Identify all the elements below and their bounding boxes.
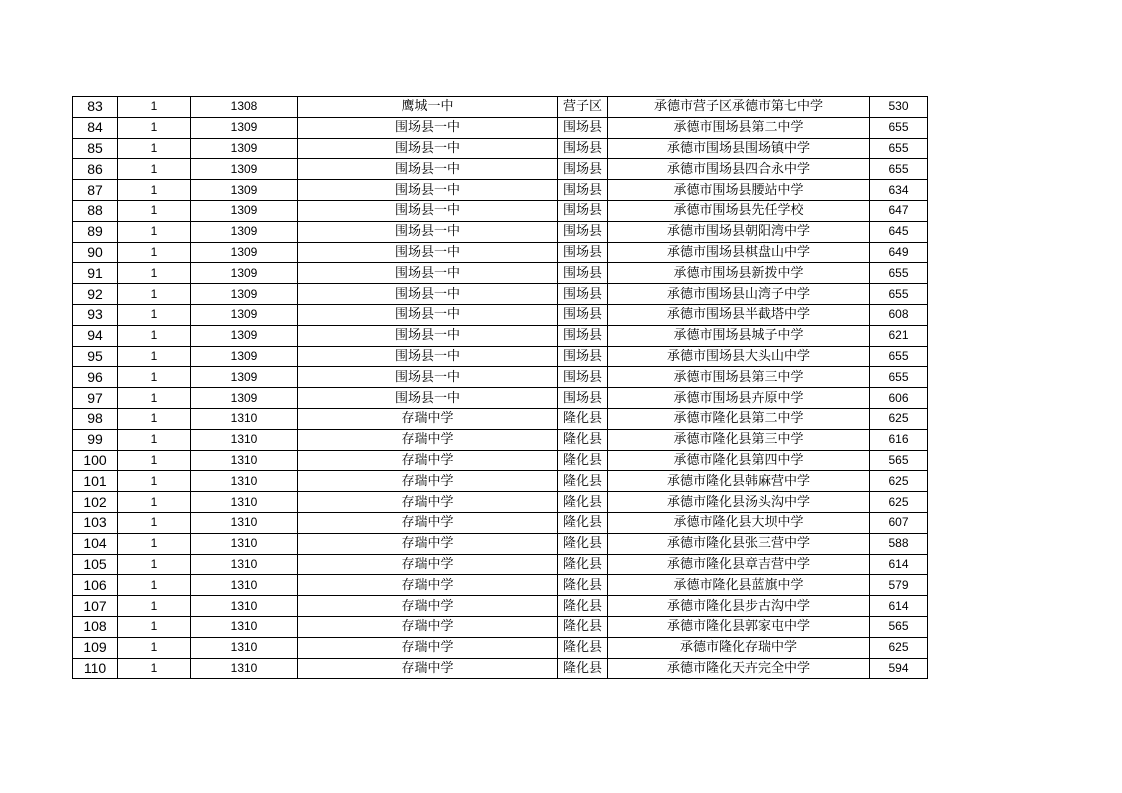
high-school-cell: 存瑞中学 bbox=[298, 575, 558, 596]
district-cell: 隆化县 bbox=[558, 512, 608, 533]
count-cell: 1 bbox=[118, 575, 191, 596]
row-number-cell: 108 bbox=[73, 616, 118, 637]
code-cell: 1309 bbox=[191, 284, 298, 305]
table-row bbox=[73, 554, 928, 575]
high-school-cell: 存瑞中学 bbox=[298, 492, 558, 513]
high-school-cell: 存瑞中学 bbox=[298, 637, 558, 658]
high-school-cell: 围场县一中 bbox=[298, 200, 558, 221]
code-cell: 1309 bbox=[191, 200, 298, 221]
table-row bbox=[73, 159, 928, 180]
count-cell: 1 bbox=[118, 429, 191, 450]
score-cell: 647 bbox=[870, 200, 928, 221]
code-cell: 1310 bbox=[191, 512, 298, 533]
district-cell: 隆化县 bbox=[558, 471, 608, 492]
high-school-cell: 围场县一中 bbox=[298, 221, 558, 242]
district-cell: 围场县 bbox=[558, 200, 608, 221]
row-number-cell: 103 bbox=[73, 512, 118, 533]
middle-school-cell: 承德市隆化县汤头沟中学 bbox=[608, 492, 870, 513]
middle-school-cell: 承德市围场县卉原中学 bbox=[608, 388, 870, 409]
code-cell: 1310 bbox=[191, 450, 298, 471]
middle-school-cell: 承德市隆化存瑞中学 bbox=[608, 637, 870, 658]
middle-school-cell: 承德市隆化县步古沟中学 bbox=[608, 596, 870, 617]
count-cell: 1 bbox=[118, 616, 191, 637]
district-cell: 围场县 bbox=[558, 388, 608, 409]
high-school-cell: 围场县一中 bbox=[298, 367, 558, 388]
middle-school-cell: 承德市围场县四合永中学 bbox=[608, 159, 870, 180]
district-cell: 隆化县 bbox=[558, 575, 608, 596]
code-cell: 1309 bbox=[191, 388, 298, 409]
table-row bbox=[73, 263, 928, 284]
row-number-cell: 100 bbox=[73, 450, 118, 471]
middle-school-cell: 承德市围场县第三中学 bbox=[608, 367, 870, 388]
district-cell: 围场县 bbox=[558, 117, 608, 138]
code-cell: 1310 bbox=[191, 575, 298, 596]
score-cell: 625 bbox=[870, 492, 928, 513]
code-cell: 1309 bbox=[191, 367, 298, 388]
middle-school-cell: 承德市围场县棋盘山中学 bbox=[608, 242, 870, 263]
count-cell: 1 bbox=[118, 242, 191, 263]
row-number-cell: 93 bbox=[73, 304, 118, 325]
code-cell: 1310 bbox=[191, 429, 298, 450]
table-row bbox=[73, 471, 928, 492]
district-cell: 围场县 bbox=[558, 242, 608, 263]
count-cell: 1 bbox=[118, 450, 191, 471]
middle-school-cell: 承德市围场县半截塔中学 bbox=[608, 304, 870, 325]
row-number-cell: 85 bbox=[73, 138, 118, 159]
high-school-cell: 围场县一中 bbox=[298, 242, 558, 263]
score-cell: 625 bbox=[870, 637, 928, 658]
table-row bbox=[73, 450, 928, 471]
count-cell: 1 bbox=[118, 138, 191, 159]
high-school-cell: 存瑞中学 bbox=[298, 429, 558, 450]
row-number-cell: 89 bbox=[73, 221, 118, 242]
table-row bbox=[73, 492, 928, 513]
code-cell: 1310 bbox=[191, 616, 298, 637]
middle-school-cell: 承德市围场县山湾子中学 bbox=[608, 284, 870, 305]
score-cell: 588 bbox=[870, 533, 928, 554]
table-body bbox=[73, 97, 928, 679]
row-number-cell: 96 bbox=[73, 367, 118, 388]
count-cell: 1 bbox=[118, 492, 191, 513]
district-cell: 隆化县 bbox=[558, 658, 608, 679]
middle-school-cell: 承德市隆化县第四中学 bbox=[608, 450, 870, 471]
count-cell: 1 bbox=[118, 346, 191, 367]
code-cell: 1309 bbox=[191, 263, 298, 284]
code-cell: 1308 bbox=[191, 97, 298, 118]
row-number-cell: 83 bbox=[73, 97, 118, 118]
high-school-cell: 存瑞中学 bbox=[298, 658, 558, 679]
score-cell: 655 bbox=[870, 367, 928, 388]
high-school-cell: 存瑞中学 bbox=[298, 616, 558, 637]
middle-school-cell: 承德市营子区承德市第七中学 bbox=[608, 97, 870, 118]
high-school-cell: 围场县一中 bbox=[298, 138, 558, 159]
count-cell: 1 bbox=[118, 284, 191, 305]
row-number-cell: 91 bbox=[73, 263, 118, 284]
table-row bbox=[73, 408, 928, 429]
row-number-cell: 104 bbox=[73, 533, 118, 554]
count-cell: 1 bbox=[118, 388, 191, 409]
score-cell: 565 bbox=[870, 616, 928, 637]
code-cell: 1310 bbox=[191, 492, 298, 513]
table-row bbox=[73, 367, 928, 388]
admission-table bbox=[72, 96, 928, 679]
score-cell: 655 bbox=[870, 138, 928, 159]
code-cell: 1310 bbox=[191, 408, 298, 429]
high-school-cell: 存瑞中学 bbox=[298, 471, 558, 492]
score-cell: 655 bbox=[870, 346, 928, 367]
row-number-cell: 92 bbox=[73, 284, 118, 305]
table-row bbox=[73, 221, 928, 242]
table-row bbox=[73, 97, 928, 118]
count-cell: 1 bbox=[118, 512, 191, 533]
score-cell: 608 bbox=[870, 304, 928, 325]
score-cell: 625 bbox=[870, 408, 928, 429]
middle-school-cell: 承德市围场县大头山中学 bbox=[608, 346, 870, 367]
count-cell: 1 bbox=[118, 471, 191, 492]
district-cell: 围场县 bbox=[558, 284, 608, 305]
high-school-cell: 围场县一中 bbox=[298, 263, 558, 284]
row-number-cell: 106 bbox=[73, 575, 118, 596]
district-cell: 围场县 bbox=[558, 138, 608, 159]
code-cell: 1309 bbox=[191, 221, 298, 242]
code-cell: 1309 bbox=[191, 159, 298, 180]
code-cell: 1309 bbox=[191, 325, 298, 346]
table-row bbox=[73, 658, 928, 679]
table-row bbox=[73, 596, 928, 617]
count-cell: 1 bbox=[118, 221, 191, 242]
code-cell: 1309 bbox=[191, 346, 298, 367]
row-number-cell: 88 bbox=[73, 200, 118, 221]
middle-school-cell: 承德市隆化县蓝旗中学 bbox=[608, 575, 870, 596]
middle-school-cell: 承德市隆化天卉完全中学 bbox=[608, 658, 870, 679]
table-row bbox=[73, 117, 928, 138]
score-cell: 655 bbox=[870, 159, 928, 180]
high-school-cell: 围场县一中 bbox=[298, 117, 558, 138]
high-school-cell: 围场县一中 bbox=[298, 180, 558, 201]
score-cell: 594 bbox=[870, 658, 928, 679]
table-row bbox=[73, 616, 928, 637]
count-cell: 1 bbox=[118, 117, 191, 138]
row-number-cell: 95 bbox=[73, 346, 118, 367]
code-cell: 1310 bbox=[191, 554, 298, 575]
district-cell: 隆化县 bbox=[558, 429, 608, 450]
row-number-cell: 107 bbox=[73, 596, 118, 617]
row-number-cell: 87 bbox=[73, 180, 118, 201]
district-cell: 围场县 bbox=[558, 325, 608, 346]
row-number-cell: 84 bbox=[73, 117, 118, 138]
code-cell: 1310 bbox=[191, 533, 298, 554]
table-row bbox=[73, 512, 928, 533]
score-cell: 565 bbox=[870, 450, 928, 471]
code-cell: 1310 bbox=[191, 596, 298, 617]
score-cell: 606 bbox=[870, 388, 928, 409]
high-school-cell: 鹰城一中 bbox=[298, 97, 558, 118]
row-number-cell: 99 bbox=[73, 429, 118, 450]
table-row bbox=[73, 200, 928, 221]
table-row bbox=[73, 388, 928, 409]
score-cell: 649 bbox=[870, 242, 928, 263]
row-number-cell: 102 bbox=[73, 492, 118, 513]
high-school-cell: 围场县一中 bbox=[298, 284, 558, 305]
high-school-cell: 存瑞中学 bbox=[298, 533, 558, 554]
score-cell: 607 bbox=[870, 512, 928, 533]
table-row bbox=[73, 346, 928, 367]
middle-school-cell: 承德市围场县第二中学 bbox=[608, 117, 870, 138]
count-cell: 1 bbox=[118, 97, 191, 118]
code-cell: 1310 bbox=[191, 658, 298, 679]
table-row bbox=[73, 284, 928, 305]
row-number-cell: 97 bbox=[73, 388, 118, 409]
score-cell: 621 bbox=[870, 325, 928, 346]
district-cell: 隆化县 bbox=[558, 596, 608, 617]
code-cell: 1310 bbox=[191, 637, 298, 658]
high-school-cell: 围场县一中 bbox=[298, 159, 558, 180]
district-cell: 隆化县 bbox=[558, 616, 608, 637]
table-row bbox=[73, 325, 928, 346]
high-school-cell: 存瑞中学 bbox=[298, 450, 558, 471]
score-cell: 625 bbox=[870, 471, 928, 492]
district-cell: 围场县 bbox=[558, 367, 608, 388]
score-cell: 530 bbox=[870, 97, 928, 118]
row-number-cell: 86 bbox=[73, 159, 118, 180]
middle-school-cell: 承德市围场县腰站中学 bbox=[608, 180, 870, 201]
count-cell: 1 bbox=[118, 159, 191, 180]
district-cell: 围场县 bbox=[558, 346, 608, 367]
high-school-cell: 围场县一中 bbox=[298, 388, 558, 409]
middle-school-cell: 承德市隆化县章吉营中学 bbox=[608, 554, 870, 575]
middle-school-cell: 承德市隆化县郭家屯中学 bbox=[608, 616, 870, 637]
high-school-cell: 围场县一中 bbox=[298, 346, 558, 367]
code-cell: 1309 bbox=[191, 138, 298, 159]
row-number-cell: 105 bbox=[73, 554, 118, 575]
high-school-cell: 存瑞中学 bbox=[298, 554, 558, 575]
score-cell: 645 bbox=[870, 221, 928, 242]
score-cell: 614 bbox=[870, 554, 928, 575]
row-number-cell: 94 bbox=[73, 325, 118, 346]
district-cell: 隆化县 bbox=[558, 554, 608, 575]
district-cell: 营子区 bbox=[558, 97, 608, 118]
row-number-cell: 109 bbox=[73, 637, 118, 658]
table-row bbox=[73, 575, 928, 596]
middle-school-cell: 承德市隆化县第三中学 bbox=[608, 429, 870, 450]
high-school-cell: 存瑞中学 bbox=[298, 596, 558, 617]
district-cell: 围场县 bbox=[558, 221, 608, 242]
middle-school-cell: 承德市隆化县张三营中学 bbox=[608, 533, 870, 554]
middle-school-cell: 承德市围场县朝阳湾中学 bbox=[608, 221, 870, 242]
middle-school-cell: 承德市围场县新拨中学 bbox=[608, 263, 870, 284]
high-school-cell: 围场县一中 bbox=[298, 304, 558, 325]
count-cell: 1 bbox=[118, 325, 191, 346]
district-cell: 围场县 bbox=[558, 159, 608, 180]
count-cell: 1 bbox=[118, 658, 191, 679]
code-cell: 1309 bbox=[191, 242, 298, 263]
district-cell: 围场县 bbox=[558, 180, 608, 201]
middle-school-cell: 承德市围场县先任学校 bbox=[608, 200, 870, 221]
count-cell: 1 bbox=[118, 408, 191, 429]
district-cell: 隆化县 bbox=[558, 408, 608, 429]
middle-school-cell: 承德市围场县围场镇中学 bbox=[608, 138, 870, 159]
count-cell: 1 bbox=[118, 554, 191, 575]
count-cell: 1 bbox=[118, 596, 191, 617]
code-cell: 1309 bbox=[191, 180, 298, 201]
table-row bbox=[73, 304, 928, 325]
row-number-cell: 98 bbox=[73, 408, 118, 429]
count-cell: 1 bbox=[118, 263, 191, 284]
score-cell: 634 bbox=[870, 180, 928, 201]
table-row bbox=[73, 138, 928, 159]
row-number-cell: 110 bbox=[73, 658, 118, 679]
row-number-cell: 90 bbox=[73, 242, 118, 263]
table-row bbox=[73, 637, 928, 658]
high-school-cell: 存瑞中学 bbox=[298, 408, 558, 429]
district-cell: 围场县 bbox=[558, 263, 608, 284]
high-school-cell: 围场县一中 bbox=[298, 325, 558, 346]
count-cell: 1 bbox=[118, 637, 191, 658]
table-row bbox=[73, 180, 928, 201]
high-school-cell: 存瑞中学 bbox=[298, 512, 558, 533]
count-cell: 1 bbox=[118, 180, 191, 201]
code-cell: 1309 bbox=[191, 117, 298, 138]
table-row bbox=[73, 429, 928, 450]
district-cell: 隆化县 bbox=[558, 450, 608, 471]
count-cell: 1 bbox=[118, 304, 191, 325]
middle-school-cell: 承德市隆化县第二中学 bbox=[608, 408, 870, 429]
district-cell: 隆化县 bbox=[558, 492, 608, 513]
code-cell: 1309 bbox=[191, 304, 298, 325]
score-cell: 655 bbox=[870, 117, 928, 138]
district-cell: 围场县 bbox=[558, 304, 608, 325]
score-cell: 655 bbox=[870, 263, 928, 284]
code-cell: 1310 bbox=[191, 471, 298, 492]
count-cell: 1 bbox=[118, 367, 191, 388]
score-cell: 655 bbox=[870, 284, 928, 305]
district-cell: 隆化县 bbox=[558, 533, 608, 554]
middle-school-cell: 承德市隆化县大坝中学 bbox=[608, 512, 870, 533]
table-row bbox=[73, 533, 928, 554]
count-cell: 1 bbox=[118, 200, 191, 221]
table-row bbox=[73, 242, 928, 263]
district-cell: 隆化县 bbox=[558, 637, 608, 658]
count-cell: 1 bbox=[118, 533, 191, 554]
score-cell: 614 bbox=[870, 596, 928, 617]
score-cell: 616 bbox=[870, 429, 928, 450]
row-number-cell: 101 bbox=[73, 471, 118, 492]
middle-school-cell: 承德市隆化县韩麻营中学 bbox=[608, 471, 870, 492]
middle-school-cell: 承德市围场县城子中学 bbox=[608, 325, 870, 346]
score-cell: 579 bbox=[870, 575, 928, 596]
